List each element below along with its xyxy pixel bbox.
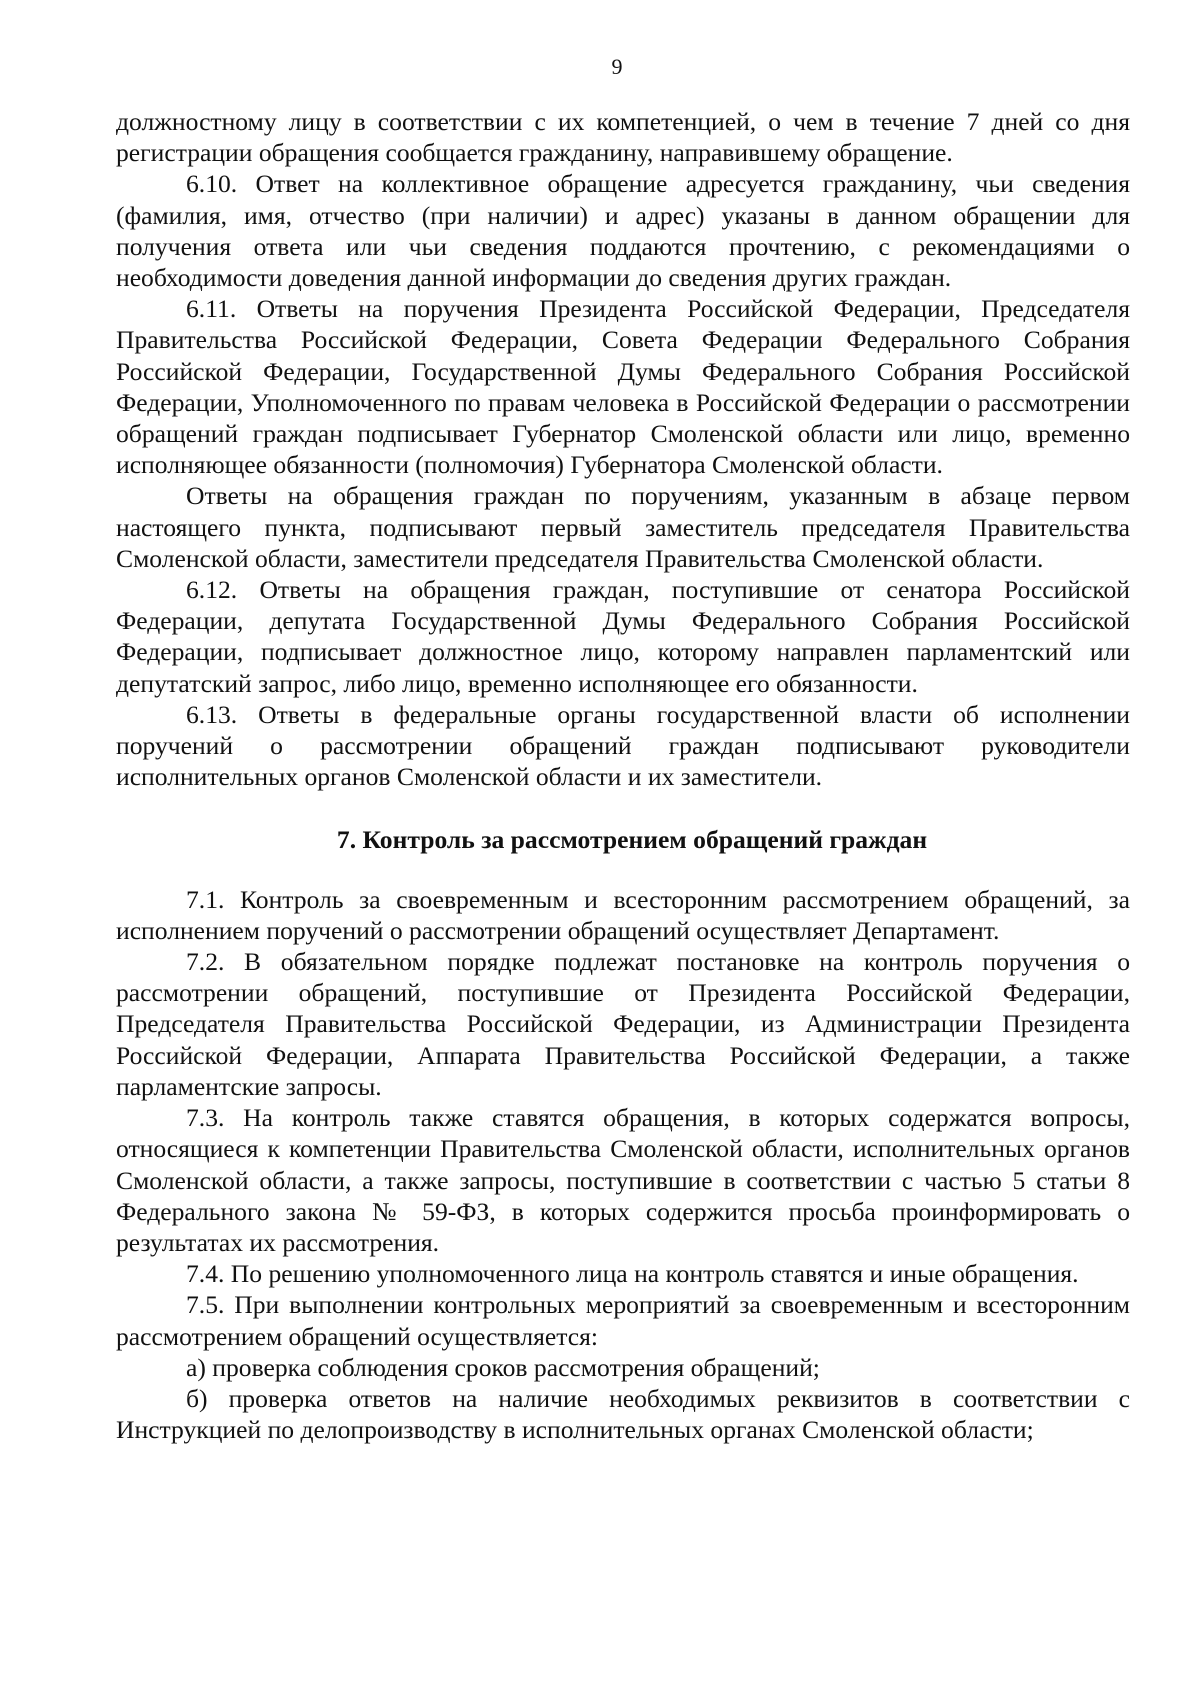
list-item-a: а) проверка соблюдения сроков рассмотрения обращений; bbox=[186, 1352, 820, 1382]
paragraph-6-11-second: Ответы на обращения граждан по поручениям, указанным в абзаце первом настоящего пункта, подписывают первый заместитель председателя Правительства Смоленской области, заместители председателя Правительства Смоленской области. bbox=[116, 481, 1130, 573]
paragraph-7-2: 7.2. В обязательном порядке подлежат постановке на контроль поручения о рассмотрении обращений, поступившие от Президента Российской Федерации, Председателя Правительства Российской Федерации, из Администрации Президента Российской Федерации, Аппарата Правительства Российской Федерации, а также парламентские запросы. bbox=[116, 947, 1130, 1101]
paragraph-6-12: 6.12. Ответы на обращения граждан, поступившие от сенатора Российской Федерации, депутата Государственной Думы Федерального Собрания Российской Федерации, подписывает должностное лицо, которому направлен парламентский или депутатский запрос, либо лицо, временно исполняющее его обязанности. bbox=[116, 575, 1130, 698]
paragraph-6-11: 6.11. Ответы на поручения Президента Российской Федерации, Председателя Правительства Российской Федерации, Совета Федерации Федерального Собрания Российской Федерации, Государственной Думы Федерального Собрания Российской Федерации, Уполномоченного по правам человека в Российской Федерации о рассмотрении обращений граждан подписывает Губернатор Смоленской области или лицо, временно исполняющее обязанности (полномочия) Губернатора Смоленской области. bbox=[116, 294, 1130, 480]
list-item-b: б) проверка ответов на наличие необходимых реквизитов в соответствии с Инструкцией по делопроизводству в исполнительных органах Смоленской области; bbox=[116, 1383, 1130, 1445]
section-heading-7: 7. Контроль за рассмотрением обращений граждан bbox=[336, 825, 928, 855]
document-body bbox=[116, 106, 1130, 1445]
paragraph-7-1: 7.1. Контроль за своевременным и всесторонним рассмотрением обращений, за исполнением поручений о рассмотрении обращений осуществляет Департамент. bbox=[116, 884, 1130, 945]
paragraph-7-5: 7.5. При выполнении контрольных мероприятий за своевременным и всесторонним рассмотрением обращений осуществляется: bbox=[116, 1290, 1130, 1351]
page-number: 9 bbox=[611, 54, 623, 79]
paragraph-7-4: 7.4. По решению уполномоченного лица на контроль ставятся и иные обращения. bbox=[186, 1259, 1079, 1289]
paragraph-continuation: должностному лицу в соответствии с их компетенцией, о чем в течение 7 дней со дня регистрации обращения сообщается гражданину, направившему обращение. bbox=[116, 107, 1130, 168]
paragraph-6-13: 6.13. Ответы в федеральные органы государственной власти об исполнении поручений о рассмотрении обращений граждан подписывают руководители исполнительных органов Смоленской области и их заместители. bbox=[116, 699, 1130, 792]
paragraph-6-10: 6.10. Ответ на коллективное обращение адресуется гражданину, чьи сведения (фамилия, имя, отчество (при наличии) и адрес) указаны в данном обращении для получения ответа или чьи сведения поддаются прочтению, с рекомендациями о необходимости доведения данной информации до сведения других граждан. bbox=[116, 169, 1130, 293]
paragraph-7-3: 7.3. На контроль также ставятся обращения, в которых содержатся вопросы, относящиеся к компетенции Правительства Смоленской области, исполнительных органов Смоленской области, а также запросы, поступившие в соответствии с частью 5 статьи 8 Федерального закона № 59-ФЗ, в которых содержится просьба проинформировать о результатах их рассмотрения. bbox=[116, 1103, 1130, 1257]
